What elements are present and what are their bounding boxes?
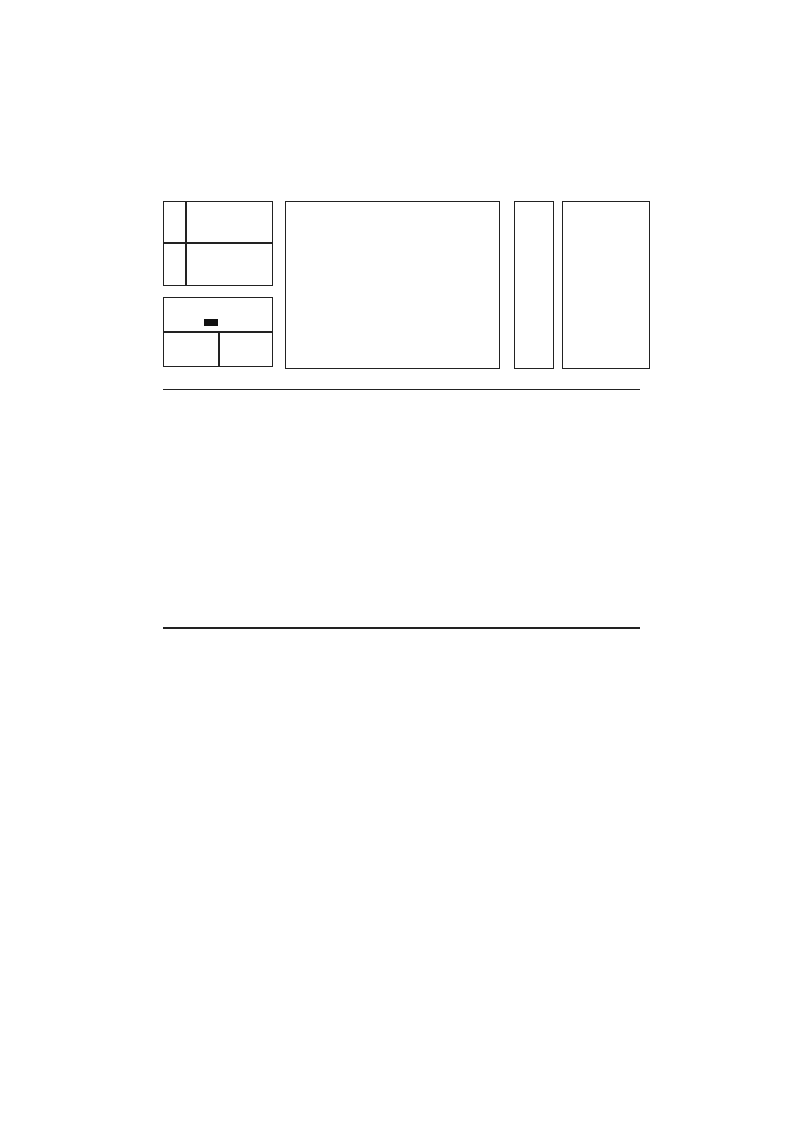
answer-sheet bbox=[100, 125, 660, 1005]
subject-box bbox=[514, 201, 554, 369]
notice-box bbox=[562, 201, 650, 369]
account-box bbox=[285, 201, 500, 369]
student-info-box bbox=[163, 201, 273, 286]
correct-fill-example bbox=[204, 319, 218, 326]
